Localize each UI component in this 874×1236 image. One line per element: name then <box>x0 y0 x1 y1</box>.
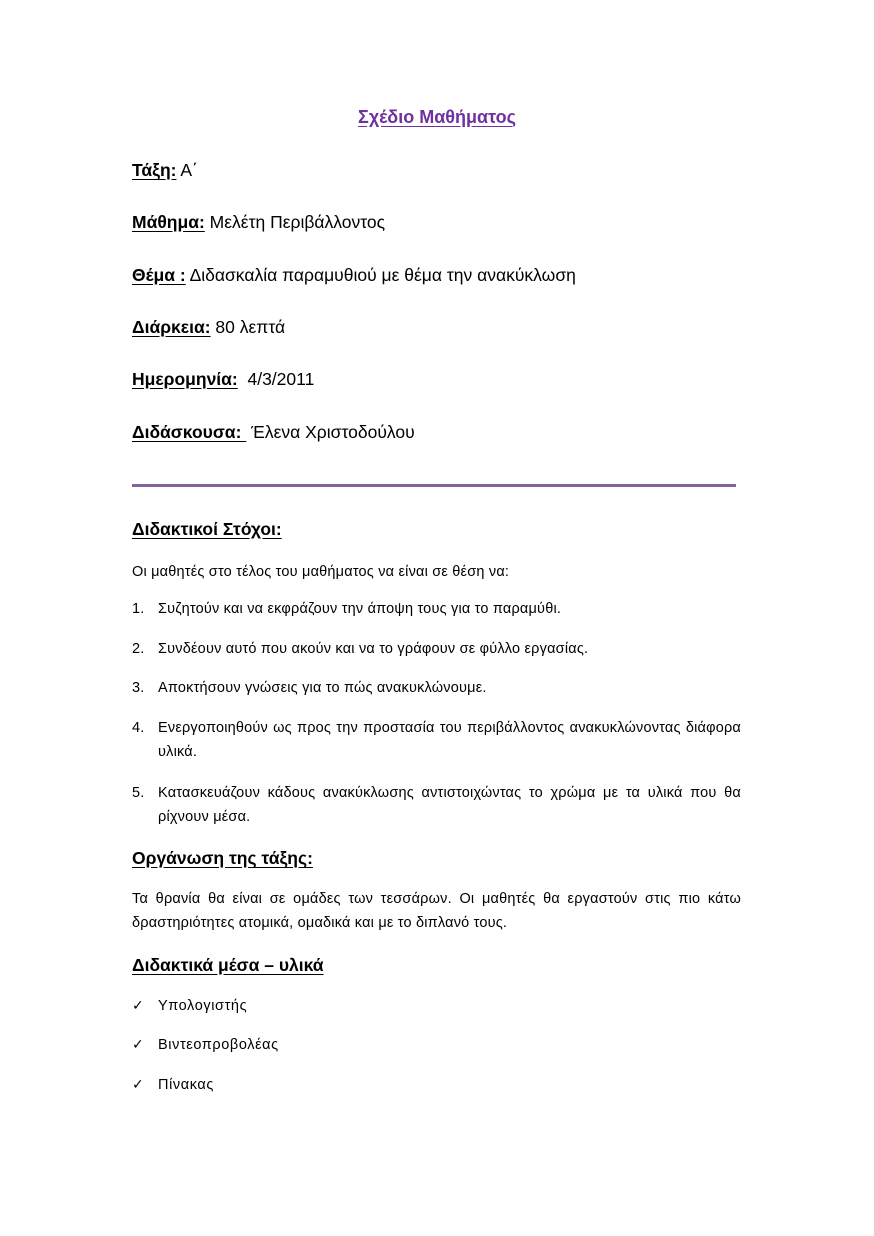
objectives-heading: Διδακτικοί Στόχοι: <box>132 519 282 539</box>
material-text: Υπολογιστής <box>158 998 248 1014</box>
document-title <box>0 107 874 128</box>
objective-item <box>132 597 741 621</box>
objective-text: Κατασκευάζουν κάδους ανακύκλωσης αντιστοιχώντας το χρώμα με τα υλικά που θα ρίχνουν μέσα. <box>158 785 741 825</box>
horizontal-divider <box>132 484 736 487</box>
objective-text: Ενεργοποιηθούν ως προς την προστασία του περιβάλλοντος ανακυκλώνοντας διάφορα υλικά. <box>158 720 741 760</box>
objective-item <box>132 676 741 700</box>
checkmark-icon: ✓ <box>132 997 145 1013</box>
objectives-intro: Οι μαθητές στο τέλος του μαθήματος να είναι σε θέση να: <box>132 564 510 580</box>
field-subject <box>132 212 385 233</box>
objective-text: Αποκτήσουν γνώσεις για το πώς ανακυκλώνουμε. <box>158 680 487 696</box>
organization-text: Τα θρανία θα είναι σε ομάδες των τεσσάρων. Οι μαθητές θα εργαστούν στις πιο κάτω δραστηριότητες ατομικά, ομαδικά και με το διπλανό τους. <box>132 891 741 931</box>
objective-item <box>132 781 741 829</box>
field-duration <box>132 317 285 338</box>
material-text: Πίνακας <box>158 1077 214 1093</box>
field-label: Ημερομηνία: <box>132 369 238 389</box>
field-teacher <box>132 422 415 443</box>
objective-item <box>132 716 741 764</box>
materials-heading: Διδακτικά μέσα – υλικά <box>132 955 324 975</box>
field-value: Έλενα Χριστοδούλου <box>246 422 415 442</box>
material-text: Βιντεοπροβολέας <box>158 1037 279 1053</box>
organization-heading: Οργάνωση της τάξης: <box>132 848 313 868</box>
field-value: Μελέτη Περιβάλλοντος <box>204 212 386 232</box>
field-date <box>132 369 314 390</box>
document-title-text: Σχέδιο Μαθήματος <box>358 107 516 127</box>
field-label: Διάρκεια: <box>132 317 211 337</box>
field-label: Μάθημα: <box>132 212 205 232</box>
objective-number: 1. <box>132 601 145 617</box>
material-item <box>132 1076 214 1093</box>
objective-number: 4. <box>132 720 145 736</box>
objective-number: 2. <box>132 641 145 657</box>
checkmark-icon: ✓ <box>132 1036 145 1052</box>
field-class <box>132 160 198 181</box>
field-value: Διδασκαλία παραμυθιού με θέμα την ανακύκλωση <box>185 265 576 285</box>
objective-text: Συζητούν και να εκφράζουν την άποψη τους για το παραμύθι. <box>158 601 562 617</box>
objective-number: 3. <box>132 680 145 696</box>
field-label: Τάξη: <box>132 160 177 180</box>
field-value: 80 λεπτά <box>210 317 286 337</box>
field-value: Α΄ <box>176 160 198 180</box>
objective-text: Συνδέουν αυτό που ακούν και να το γράφουν σε φύλλο εργασίας. <box>158 641 589 657</box>
field-topic <box>132 265 576 286</box>
field-label: Θέμα : <box>132 265 186 285</box>
objective-number: 5. <box>132 785 145 801</box>
material-item <box>132 1036 279 1053</box>
field-label: Διδάσκουσα: <box>132 422 247 442</box>
objective-item <box>132 637 741 661</box>
material-item <box>132 997 247 1014</box>
field-value: 4/3/2011 <box>237 369 315 389</box>
checkmark-icon: ✓ <box>132 1076 145 1092</box>
